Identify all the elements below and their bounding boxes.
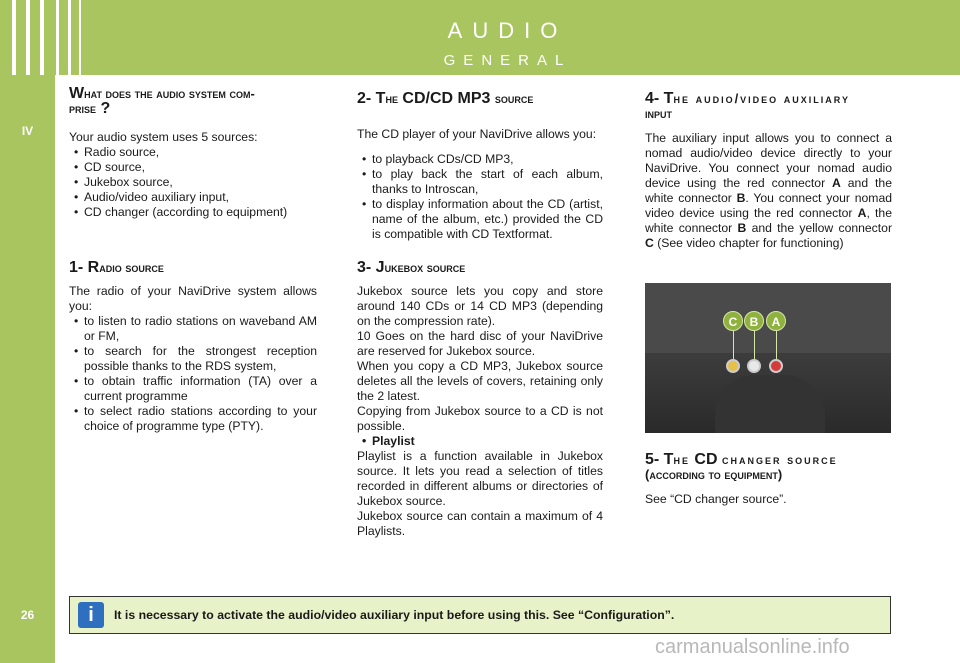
header-stripe [12,0,16,75]
header [0,0,960,75]
column-1 [69,86,317,434]
header-stripe [40,0,44,75]
playlist-label-list [357,434,603,449]
connector-label-b: B [744,311,764,331]
section-heading-radio: 1- Radio source [69,259,164,276]
list-item: • to search for the strongest reception possible thanks to the RDS system, [69,344,317,374]
info-icon: i [78,602,104,628]
list-item: • to play back the start of each album, thanks to Introscan, [357,167,603,197]
red-jack [769,359,783,373]
page-title: AUDIO [447,18,568,43]
list-item: • to select radio stations according to your choice of programme type (PTY). [69,404,317,434]
jukebox-text: When you copy a CD MP3, Jukebox source deletes all the levels of covers, retaining only the 2 latest. [357,359,603,403]
connector-label-a: A [766,311,786,331]
column-3-lower [645,452,892,507]
white-jack [747,359,761,373]
cd-intro: The CD player of your NaviDrive allows you: [357,127,597,141]
list-item: • Jukebox source, [69,175,317,190]
page-subtitle: GENERAL [443,52,572,69]
section-heading-what: What does the audio system com- prise ? [69,85,255,117]
section-heading-jukebox: 3- Jukebox source [357,259,466,276]
list-item: • Radio source, [69,145,317,160]
page-number: 26 [20,608,35,622]
radio-list [69,314,317,434]
section-heading-aux: 4- The audio/video auxiliary input [645,90,850,121]
connector-label-c: C [723,311,743,331]
jukebox-text: Jukebox source lets you copy and store around 140 CDs or 14 CD MP3 (depending on the compression rate). [357,284,603,328]
photo-slot [715,375,825,433]
watermark: carmanualsonline.info [655,636,850,658]
label-line [733,331,734,359]
label-line [754,331,755,359]
info-text: It is necessary to activate the audio/video auxiliary input before using this. See “Configuration”. [114,608,675,622]
aux-text: The auxiliary input allows you to connect a nomad audio/video device directly to your NaviDrive. You connect your nomad audio device using the red connector A and the white connector B. You connect your nomad video device using the red connector A, the white connector B and the yellow connector C (See video chapter for functioning) [645,131,893,250]
radio-intro: The radio of your NaviDrive system allows you: [69,284,317,313]
info-note [69,596,891,634]
list-item: • CD source, [69,160,317,175]
section-heading-changer: 5- The CD changer source (according to equipment) [645,451,838,482]
sources-list [69,145,317,220]
list-item: • Audio/video auxiliary input, [69,190,317,205]
list-item: • CD changer (according to equipment) [69,205,317,220]
intro-text: Your audio system uses 5 sources: [69,130,258,144]
cd-list [357,152,603,242]
label-line [776,331,777,359]
list-item: • to listen to radio stations on waveband AM or FM, [69,314,317,344]
jukebox-text: Copying from Jukebox source to a CD is not possible. [357,404,603,433]
header-stripe [26,0,30,75]
jukebox-text: Jukebox source can contain a maximum of 4 Playlists. [357,509,603,538]
list-item: • to playback CDs/CD MP3, [357,152,603,167]
jukebox-text: Playlist is a function available in Jukebox source. It lets you read a selection of titles recorded in different albums or directories of Jukebox source. [357,449,603,508]
column-3 [645,86,892,251]
list-item: • to obtain traffic information (TA) over a current programme [69,374,317,404]
column-2 [357,86,603,539]
section-tab: IV [21,124,34,138]
connector-photo [645,283,891,433]
sidebar [0,0,55,663]
section-heading-cd: 2- The CD/CD MP3 source [357,90,534,107]
changer-text: See “CD changer source”. [645,492,787,506]
yellow-jack [726,359,740,373]
playlist-label: • Playlist [357,434,603,449]
list-item: • to display information about the CD (artist, name of the album, etc.) provided the CD is compatible with CD Textformat. [357,197,603,242]
jukebox-text: 10 Goes on the hard disc of your NaviDrive are reserved for Jukebox source. [357,329,603,358]
